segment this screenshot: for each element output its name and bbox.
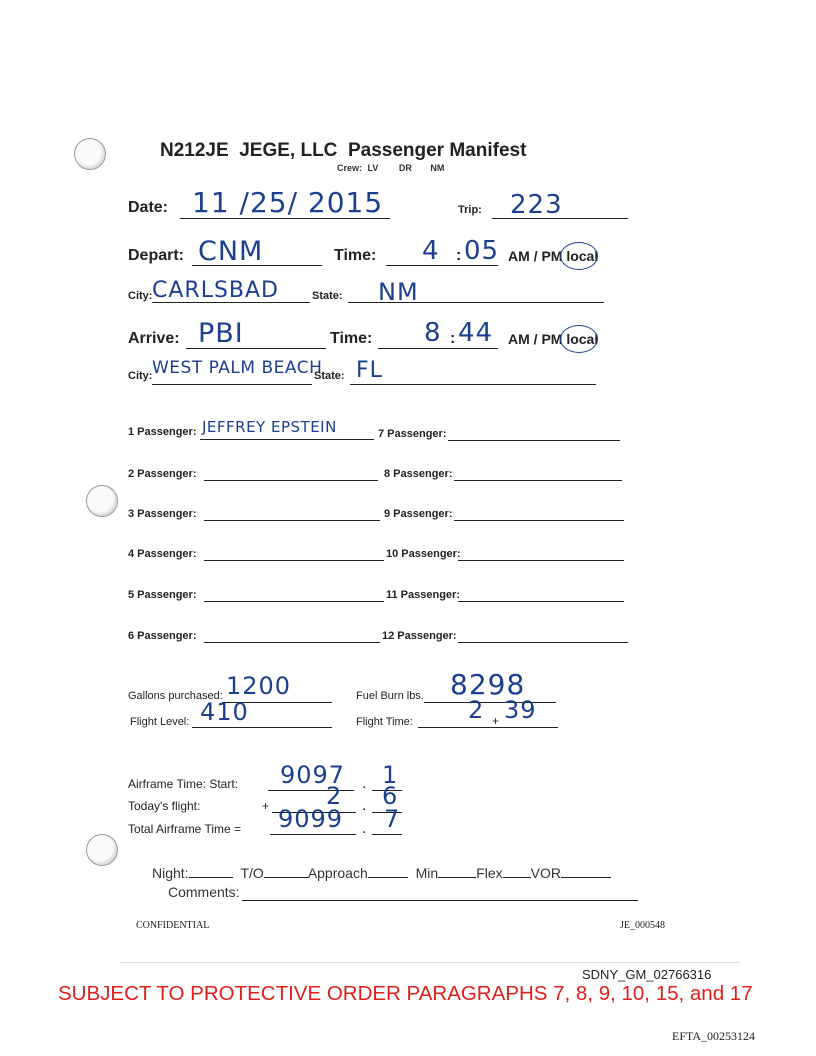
bates-number: JE_000548 bbox=[620, 920, 665, 931]
depart-time-label: Time: bbox=[334, 247, 377, 264]
vor-field[interactable] bbox=[561, 877, 611, 878]
passenger-7-label: 7 Passenger: bbox=[378, 428, 447, 440]
passenger-5-label: 5 Passenger: bbox=[128, 589, 197, 601]
depart-minute[interactable]: 05 bbox=[464, 236, 500, 266]
total-airframe-whole[interactable]: 9099 bbox=[278, 805, 344, 833]
arrive-value[interactable]: PBI bbox=[198, 318, 244, 349]
passenger-1-value[interactable]: JEFFREY EPSTEIN bbox=[202, 418, 337, 436]
night-label: Night: bbox=[152, 865, 189, 881]
flex-field[interactable] bbox=[503, 877, 531, 878]
passenger-8-field[interactable] bbox=[454, 480, 622, 481]
night-field[interactable] bbox=[189, 877, 233, 878]
depart-pm-circle bbox=[560, 242, 598, 270]
flight-time-hours[interactable]: 2 bbox=[468, 696, 485, 724]
trip-value[interactable]: 223 bbox=[510, 190, 563, 220]
flight-time-label: Flight Time: bbox=[356, 716, 413, 728]
passenger-6-label: 6 Passenger: bbox=[128, 630, 197, 642]
todays-flight-whole[interactable]: 2 bbox=[326, 782, 343, 810]
manifest-title: N212JE JEGE, LLC Passenger Manifest bbox=[160, 140, 527, 161]
passenger-2-field[interactable] bbox=[204, 480, 378, 481]
gallons-value[interactable]: 1200 bbox=[226, 672, 292, 700]
passenger-6-field[interactable] bbox=[204, 642, 380, 643]
crew-dr: DR bbox=[398, 163, 412, 173]
passenger-3-field[interactable] bbox=[204, 520, 380, 521]
min-field[interactable] bbox=[438, 877, 476, 878]
date-value[interactable]: 11 /25/ 2015 bbox=[192, 186, 384, 219]
arrive-pm-circle bbox=[560, 325, 598, 353]
passenger-2-label: 2 Passenger: bbox=[128, 468, 197, 480]
approach-field[interactable] bbox=[368, 877, 408, 878]
arrive-minute[interactable]: 44 bbox=[458, 318, 494, 348]
date-label: Date: bbox=[128, 199, 169, 216]
arrive-time-label: Time: bbox=[330, 330, 373, 347]
passenger-10-label: 10 Passenger: bbox=[386, 548, 461, 560]
passenger-9-field[interactable] bbox=[454, 520, 624, 521]
comments-field[interactable] bbox=[242, 900, 638, 901]
todays-flight-label: Today's flight: bbox=[128, 799, 201, 813]
fuel-burn-value[interactable]: 8298 bbox=[450, 668, 526, 701]
depart-city-value[interactable]: CARLSBAD bbox=[152, 278, 280, 303]
sdny-number: SDNY_GM_02766316 bbox=[582, 967, 712, 982]
depart-colon: : bbox=[456, 247, 462, 264]
crew-lv: LV bbox=[367, 163, 379, 173]
passenger-9-label: 9 Passenger: bbox=[384, 508, 453, 520]
total-airframe-dec[interactable]: 7 bbox=[384, 805, 401, 833]
passenger-1-label: 1 Passenger: bbox=[128, 426, 197, 438]
todays-flight-dec[interactable]: 6 bbox=[382, 782, 399, 810]
airframe-start-whole[interactable]: 9097 bbox=[280, 761, 346, 789]
fuel-burn-label: Fuel Burn lbs. bbox=[356, 690, 424, 702]
arrive-city-label: City: bbox=[128, 370, 153, 382]
passenger-12-field[interactable] bbox=[458, 642, 628, 643]
depart-city-label: City: bbox=[128, 290, 153, 302]
todays-flight-dot: . bbox=[362, 797, 367, 814]
total-airframe-dot: . bbox=[362, 820, 367, 837]
passenger-11-field[interactable] bbox=[458, 601, 624, 602]
flight-time-sep: + bbox=[492, 714, 500, 728]
min-label: Min bbox=[415, 865, 439, 881]
passenger-12-label: 12 Passenger: bbox=[382, 630, 457, 642]
passenger-11-label: 11 Passenger: bbox=[386, 589, 460, 601]
punch-hole-top bbox=[74, 138, 106, 170]
approach-label: Approach bbox=[307, 865, 368, 881]
efta-number: EFTA_00253124 bbox=[672, 1029, 756, 1043]
flex-label: Flex bbox=[476, 865, 503, 881]
passenger-8-label: 8 Passenger: bbox=[384, 468, 453, 480]
airframe-start-dot: . bbox=[362, 775, 367, 792]
protective-order-banner: SUBJECT TO PROTECTIVE ORDER PARAGRAPHS 7, 8, 9, 10, 15, and 17 bbox=[58, 982, 753, 1005]
arrive-colon: : bbox=[450, 330, 456, 347]
arrive-state-value[interactable]: FL bbox=[356, 358, 383, 383]
trip-label: Trip: bbox=[458, 204, 482, 216]
flight-level-label: Flight Level: bbox=[130, 716, 190, 728]
ops-row bbox=[152, 865, 611, 881]
crew-nm: NM bbox=[430, 163, 445, 173]
comments-label: Comments: bbox=[168, 884, 240, 900]
crew-label: Crew: bbox=[337, 163, 363, 173]
to-label: T/O bbox=[240, 865, 264, 881]
to-field[interactable] bbox=[264, 877, 308, 878]
depart-state-value[interactable]: NM bbox=[378, 278, 419, 306]
passenger-4-label: 4 Passenger: bbox=[128, 548, 197, 560]
passenger-5-field[interactable] bbox=[204, 601, 384, 602]
arrive-state-label: State: bbox=[314, 370, 345, 382]
todays-flight-sign: + bbox=[262, 799, 270, 813]
airframe-start-dec[interactable]: 1 bbox=[382, 761, 399, 789]
punch-hole-middle bbox=[86, 485, 118, 517]
flight-level-value[interactable]: 410 bbox=[200, 698, 249, 726]
punch-hole-bottom bbox=[86, 834, 118, 866]
passenger-10-field[interactable] bbox=[458, 560, 624, 561]
total-airframe-label: Total Airframe Time = bbox=[128, 822, 242, 836]
page-edge bbox=[120, 962, 740, 963]
arrive-ampm: AM / PM local bbox=[508, 331, 599, 347]
arrive-city-value[interactable]: WEST PALM BEACH bbox=[152, 358, 323, 378]
depart-label: Depart: bbox=[128, 247, 185, 264]
depart-ampm: AM / PM local bbox=[508, 248, 599, 264]
confidential-label: CONFIDENTIAL bbox=[136, 920, 210, 931]
depart-state-label: State: bbox=[312, 290, 343, 302]
passenger-4-field[interactable] bbox=[204, 560, 384, 561]
flight-time-minutes[interactable]: 39 bbox=[504, 696, 537, 724]
vor-label: VOR bbox=[530, 865, 561, 881]
arrive-hour[interactable]: 8 bbox=[424, 318, 442, 348]
crew-row bbox=[337, 163, 444, 173]
passenger-3-label: 3 Passenger: bbox=[128, 508, 197, 520]
depart-value[interactable]: CNM bbox=[198, 236, 264, 267]
airframe-start-label: Airframe Time: Start: bbox=[128, 777, 239, 791]
arrive-label: Arrive: bbox=[128, 330, 180, 347]
depart-hour[interactable]: 4 bbox=[422, 236, 440, 266]
gallons-label: Gallons purchased: bbox=[128, 690, 223, 702]
